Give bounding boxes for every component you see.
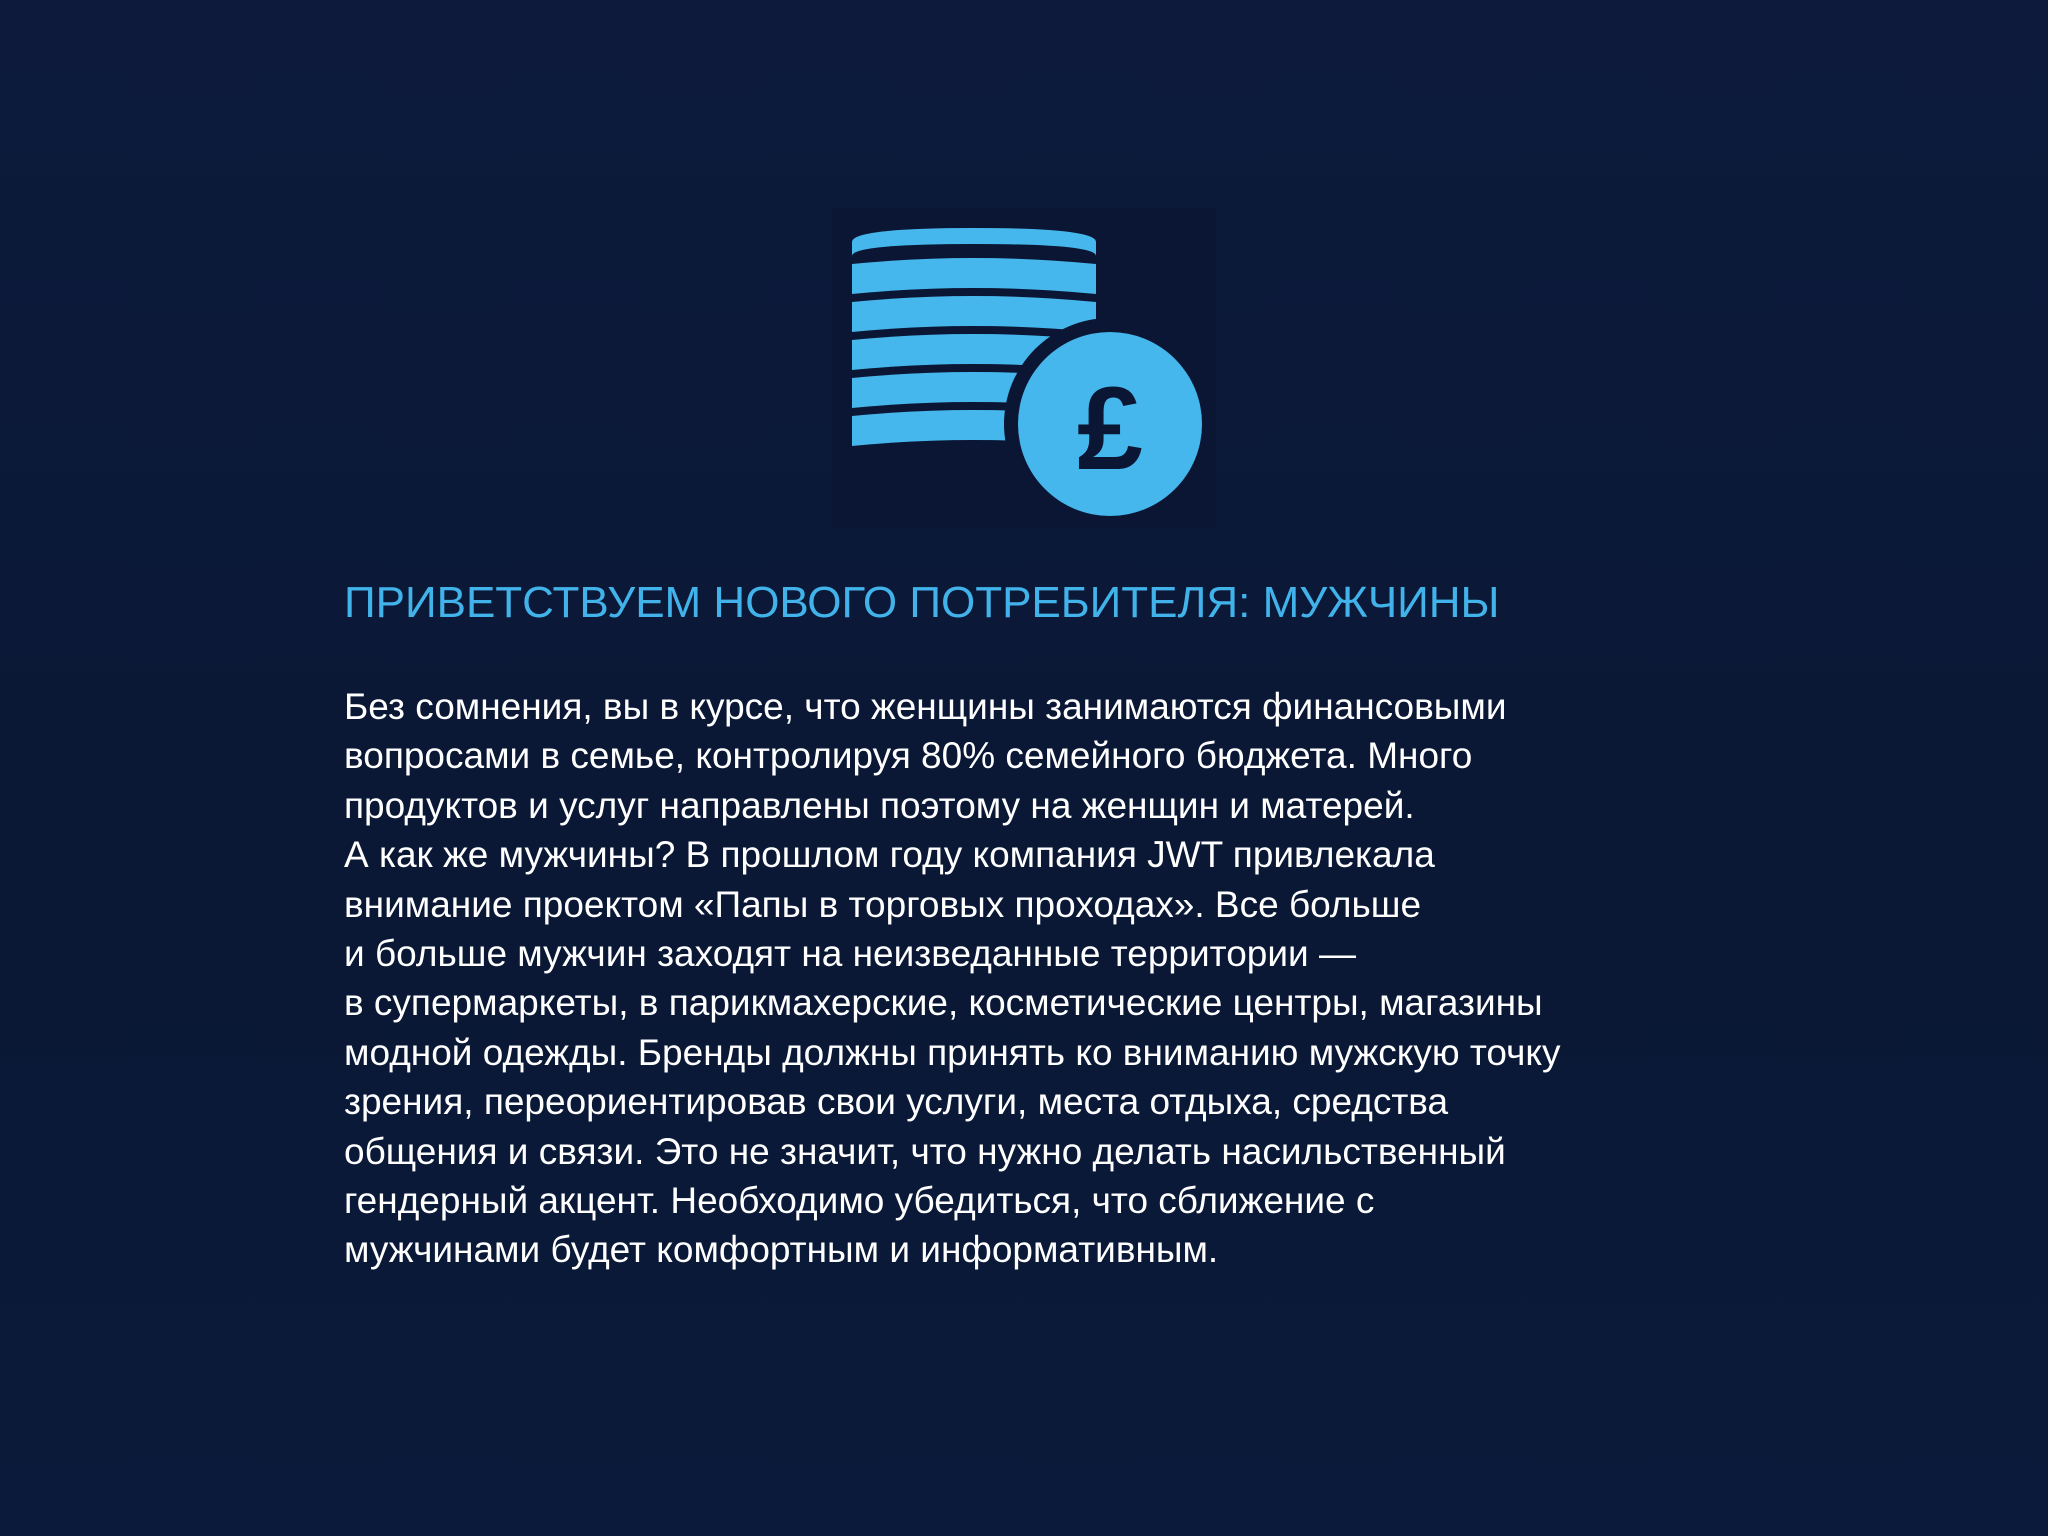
slide-title: ПРИВЕТСТВУЕМ НОВОГО ПОТРЕБИТЕЛЯ: МУЖЧИНЫ <box>344 578 1500 627</box>
body-line: вопросами в семье, контролируя 80% семейного бюджета. Много <box>344 735 1473 777</box>
coin-stack-pound-icon <box>832 208 1216 528</box>
body-line: в супермаркеты, в парикмахерские, косметические центры, магазины <box>344 982 1543 1024</box>
body-line: продуктов и услуг направлены поэтому на женщин и матерей. <box>344 784 1415 826</box>
body-line: Без сомнения, вы в курсе, что женщины занимаются финансовыми <box>344 686 1507 727</box>
body-line: зрения, переориентировав свои услуги, места отдыха, средства <box>344 1081 1449 1123</box>
body-paragraph <box>344 682 1744 1275</box>
body-line: модной одежды. Бренды должны принять ко вниманию мужскую точку <box>344 1031 1561 1073</box>
body-line: мужчинами будет комфортным и информативным. <box>344 1229 1219 1271</box>
body-line: А как же мужчины? В прошлом году компания JWT привлекала <box>344 834 1435 876</box>
body-line: внимание проектом «Папы в торговых проходах». Все больше <box>344 883 1422 925</box>
body-line: и больше мужчин заходят на неизведанные территории — <box>344 933 1356 975</box>
body-line: гендерный акцент. Необходимо убедиться, что сближение с <box>344 1180 1375 1222</box>
body-line: общения и связи. Это не значит, что нужно делать насильственный <box>344 1130 1506 1172</box>
pound-symbol: £ <box>1077 363 1143 496</box>
